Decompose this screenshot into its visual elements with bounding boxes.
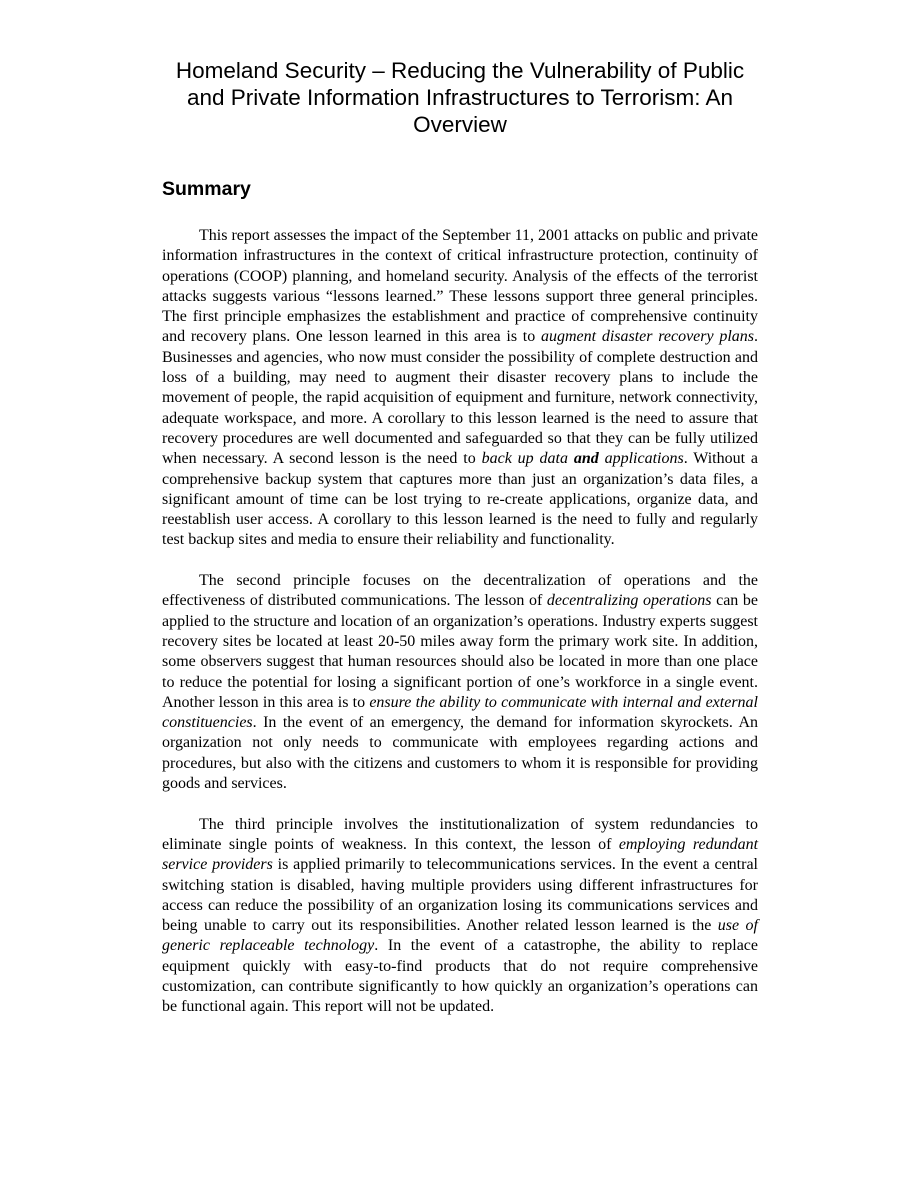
section-heading-summary: Summary <box>162 178 251 200</box>
p2-text-1: The second principle focuses on the decentralization of operations and the effectiveness of distributed communications. The lesson of <box>162 572 758 610</box>
p1-italic-backup: back up data <box>481 450 574 468</box>
document-title: Homeland Security – Reducing the Vulnerability of Public and Private Information Infrastructures to Terrorism: An Overview <box>175 58 745 137</box>
summary-paragraph-1 <box>162 226 758 551</box>
p3-text-2: is applied primarily to telecommunications services. In the event a central switching station is disabled, having multiple providers using different infrastructures for access can reduce the possibility of an organization losing its communications services and being unable to carry out its responsibilities. Another related lesson learned is the <box>162 856 759 935</box>
p1-text-2: . Businesses and agencies, who now must consider the possibility of complete destruction and loss of a building, may need to augment their disaster recovery plans to include the movement of people, the rapid acquisition of equipment and furniture, network connectivity, adequate workspace, and more. A corollary to this lesson learned is the need to assure that recovery procedures are well documented and safeguarded so that they can be fully utilized when necessary. A second lesson is the need to <box>162 328 759 468</box>
p3-italic-generic: use of generic replaceable technology <box>162 917 758 955</box>
p1-bold-italic-and: and <box>573 450 599 468</box>
summary-paragraph-3 <box>162 815 758 1018</box>
p2-italic-decentralizing: decentralizing operations <box>546 592 712 610</box>
p2-text-3: . In the event of an emergency, the demand for information skyrockets. An organization not only needs to communicate with employees regarding actions and procedures, but also with the citizens and customers to whom it is responsible for providing goods and services. <box>162 714 758 793</box>
p3-text-3: . In the event of a catastrophe, the ability to replace equipment quickly with easy-to-find products that do not require comprehensive customization, can contribute significantly to how quickly an organization’s operations can be functional again. This report will not be updated. <box>162 937 758 1016</box>
p2-text-2: can be applied to the structure and location of an organization’s operations. Industry experts suggest recovery sites be located at least 20-50 miles away form the primary work site. In addition, some observers suggest that human resources should also be located in more than one place to reduce the potential for losing a significant portion of one’s workforce in a single event. Another lesson in this area is to <box>162 592 758 711</box>
p2-italic-communicate: ensure the ability to communicate with internal and external constituencies <box>162 693 758 732</box>
p1-text-3: . Without a comprehensive backup system that captures more than just an organization’s data files, a significant amount of time can be lost trying to re-create applications, organize data, and reestablish user access. A corollary to this lesson learned is the need to fully and regularly test backup sites and media to ensure their reliability and functionality. <box>162 450 759 549</box>
p3-text-1: The third principle involves the institutionalization of system redundancies to eliminate single points of weakness. In this context, the lesson of <box>162 815 758 853</box>
p1-text-1: This report assesses the impact of the September 11, 2001 attacks on public and private information infrastructures in the context of critical infrastructure protection, continuity of operations (COOP) planning, and homeland security. Analysis of the effects of the terrorist attacks suggests various “lessons learned.” These lessons support three general principles. The first principle emphasizes the establishment and practice of comprehensive continuity and recovery plans. One lesson learned in this area is to <box>162 227 758 346</box>
document-page <box>162 57 758 1018</box>
p1-italic-augment: augment disaster recovery plans <box>540 328 755 346</box>
summary-paragraph-2 <box>162 571 758 794</box>
p1-italic-applications: applications <box>598 450 684 468</box>
p3-italic-redundant: employing redundant service providers <box>162 835 759 874</box>
